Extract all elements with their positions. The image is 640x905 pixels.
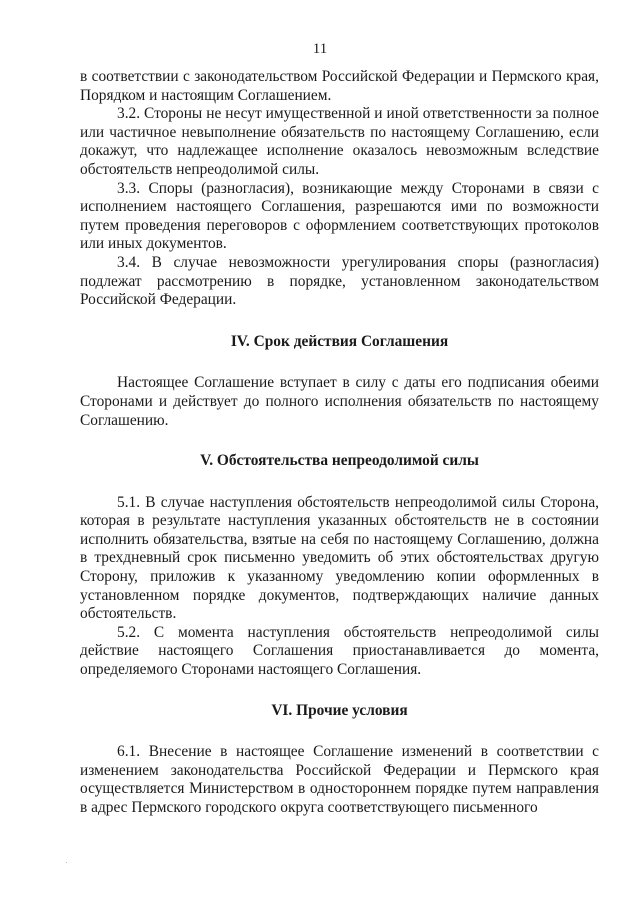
section-title-vi: VI. Прочие условия <box>271 701 408 719</box>
paragraph-6-1: 6.1. Внесение в настоящее Соглашение изменений в соответствии с изменением законодательства Российской Федерации и Пермского края осуществляется Министерством в одностороннем порядке путем направления в адрес Пермского городского округа соответствующего письменного <box>80 743 599 816</box>
section-title-iv: IV. Срок действия Соглашения <box>230 332 449 350</box>
paragraph-term: Настоящее Соглашение вступает в силу с даты его подписания обеими Сторонами и действует до полного исполнения обязательств по настоящему Соглашению. <box>80 374 599 429</box>
scan-speck <box>66 862 67 863</box>
document-body <box>80 68 599 818</box>
paragraph-5-1: 5.1. В случае наступления обстоятельств непреодолимой силы Сторона, которая в результате наступления указанных обстоятельств не в состоянии исполнить обязательства, взятые на себя по настоящему Соглашению, должна в трехдневный срок письменно уведомить об этих обстоятельствах другую Сторону, приложив к указанному уведомлению копии оформленных в установленном порядке документов, подтверждающих наличие данных обстоятельств. <box>80 493 599 623</box>
section-title-v: V. Обстоятельства непреодолимой силы <box>200 452 479 470</box>
paragraph-3-2: 3.2. Стороны не несут имущественной и иной ответственности за полное или частичное невыполнение обязательств по настоящему Соглашению, если докажут, что надлежащее исполнение оказалось невозможным вследствие обстоятельств непреодолимой силы. <box>80 105 599 178</box>
page-number: 11 <box>312 41 328 57</box>
paragraph-3-3: 3.3. Споры (разногласия), возникающие между Сторонами в связи с исполнением настоящего Соглашения, разрешаются ими по возможности путем проведения переговоров с оформлением соответствующих протоколов или иных документов. <box>80 179 599 253</box>
paragraph-5-2: 5.2. С момента наступления обстоятельств непреодолимой силы действие настоящего Соглашения приостанавливается до момента, определяемого Сторонами настоящего Соглашения. <box>80 623 599 679</box>
paragraph-continuation: в соответствии с законодательством Российской Федерации и Пермского края, Порядком и настоящим Соглашением. <box>80 68 599 104</box>
paragraph-3-4: 3.4. В случае невозможности урегулирования споры (разногласия) подлежат рассмотрению в порядке, установленном законодательством Российской Федерации. <box>80 253 599 309</box>
